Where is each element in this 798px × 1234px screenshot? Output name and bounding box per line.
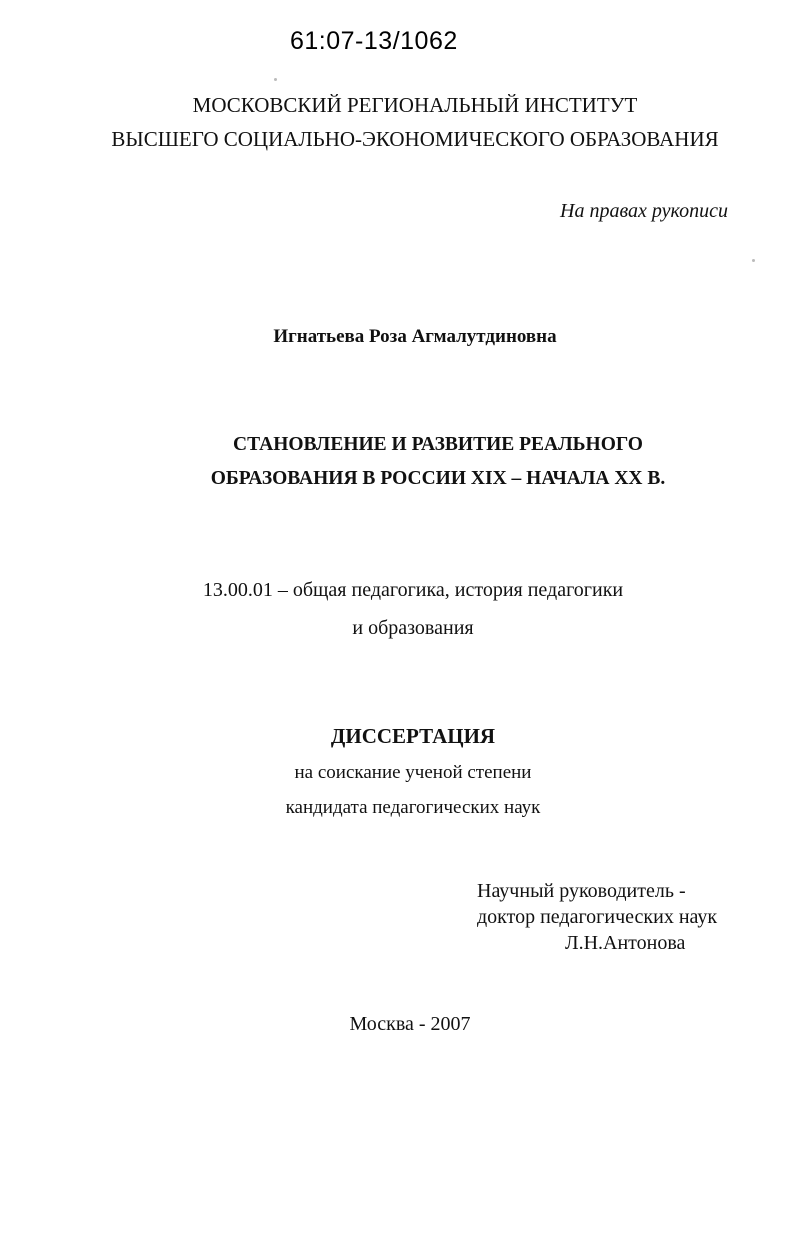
institute-name-line1: МОСКОВСКИЙ РЕГИОНАЛЬНЫЙ ИНСТИТУТ [192, 93, 638, 117]
thesis-title-line2: ОБРАЗОВАНИЯ В РОССИИ XIX – НАЧАЛА XX В. [210, 468, 666, 489]
specialty-line1: 13.00.01 – общая педагогика, история педагогики [202, 579, 624, 601]
scan-speck [274, 78, 277, 81]
manuscript-note: На правах рукописи [560, 200, 728, 222]
degree-line2: кандидата педагогических наук [285, 797, 541, 818]
supervisor-role: Научный руководитель - [477, 880, 686, 902]
catalog-number: 61:07-13/1062 [290, 27, 458, 55]
thesis-title-line1: СТАНОВЛЕНИЕ И РАЗВИТИЕ РЕАЛЬНОГО [233, 434, 643, 455]
document-type: ДИССЕРТАЦИЯ [330, 724, 496, 748]
degree-line1: на соискание ученой степени [294, 762, 532, 783]
city-year: Москва - 2007 [349, 1013, 471, 1035]
scan-speck [752, 259, 755, 262]
supervisor-name: Л.Н.Антонова [565, 932, 686, 954]
author-name: Игнатьева Роза Агмалутдиновна [273, 326, 557, 347]
institute-name-line2: ВЫСШЕГО СОЦИАЛЬНО-ЭКОНОМИЧЕСКОГО ОБРАЗОВАНИЯ [111, 127, 719, 151]
specialty-line2: и образования [352, 617, 474, 639]
supervisor-degree: доктор педагогических наук [477, 906, 718, 928]
